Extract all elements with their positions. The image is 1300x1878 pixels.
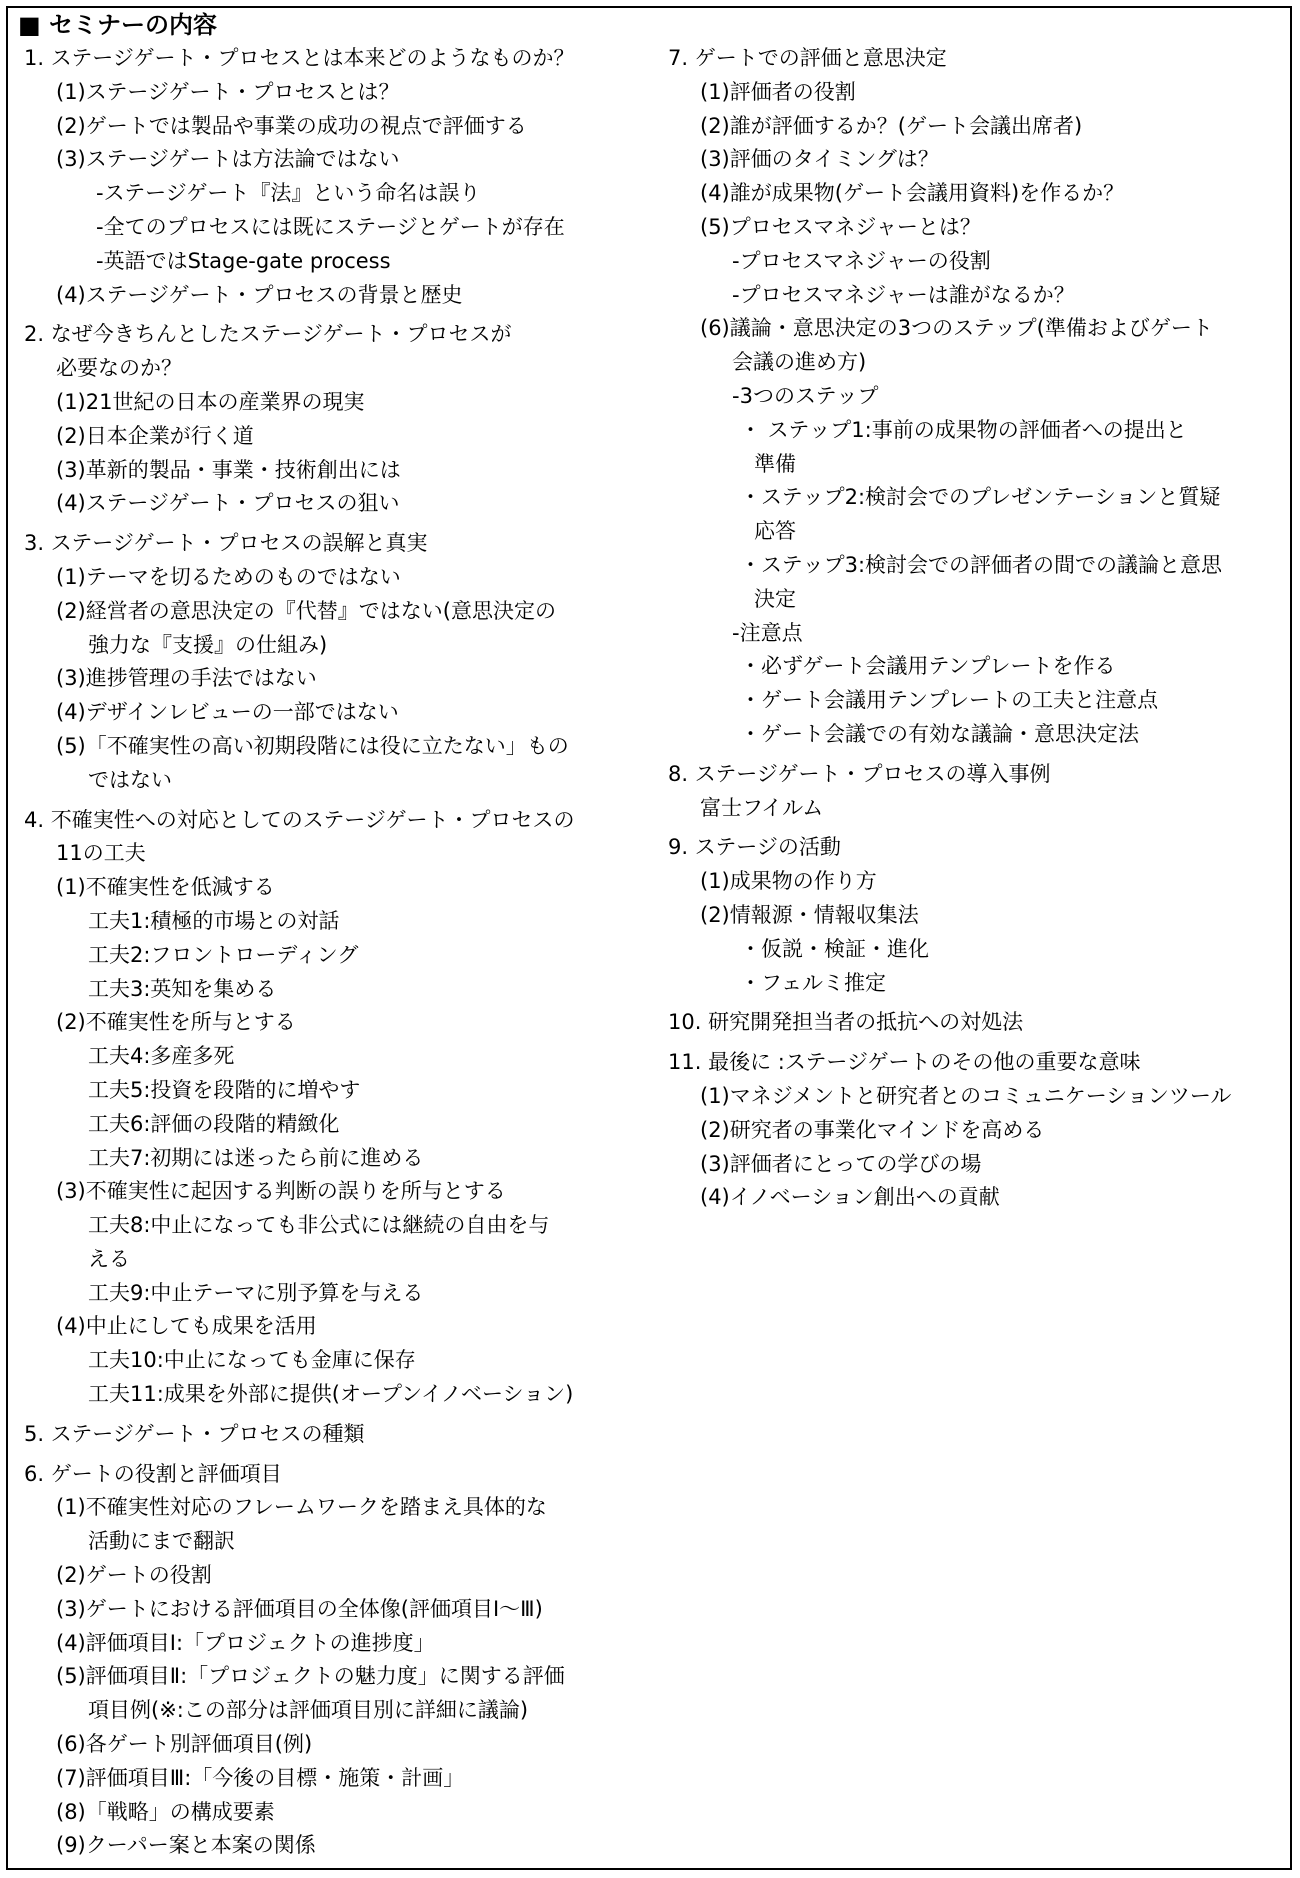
outline-item: (2)ゲートでは製品や事業の成功の視点で評価する	[56, 113, 527, 138]
outline-item: 工夫4:多産多死	[88, 1044, 235, 1069]
outline-item: (3)ステージゲートは方法論ではない	[56, 147, 400, 172]
outline-item: (1)成果物の作り方	[700, 869, 877, 894]
outline-heading: 11. 最後に :ステージゲートのその他の重要な意味	[668, 1050, 1141, 1075]
outline-item: (1)21世紀の日本の産業界の現実	[56, 389, 365, 414]
outline-item: 11の工夫	[56, 841, 146, 866]
outline-item: ・ゲート会議用テンプレートの工夫と注意点	[740, 688, 1159, 713]
outline-item: ・必ずゲート会議用テンプレートを作る	[740, 654, 1116, 679]
outline-item: (4)誰が成果物(ゲート会議用資料)を作るか？	[700, 181, 1125, 206]
outline-item: ・フェルミ推定	[740, 970, 886, 995]
outline-heading: 1. ステージゲート・プロセスとは本来どのようなものか？	[24, 46, 575, 70]
outline-heading: 8. ステージゲート・プロセスの導入事例	[668, 761, 1051, 786]
outline-item: (4)デザインレビューの一部ではない	[56, 700, 399, 725]
outline-item: (3)不確実性に起因する判断の誤りを所与とする	[56, 1179, 506, 1204]
outline-item: 強力な『支援』の仕組み)	[88, 632, 328, 657]
outline-item: -英語ではStage-gate process	[96, 248, 391, 273]
outline-item: ・仮説・検証・進化	[740, 936, 929, 961]
outline-item: (3)評価のタイミングは？	[700, 147, 939, 172]
outline-item: 決定	[754, 586, 796, 611]
outline-item: 応答	[754, 519, 796, 544]
outline-heading: 6. ゲートの役割と評価項目	[24, 1461, 282, 1486]
outline-item: (8)「戦略」の構成要素	[56, 1799, 275, 1824]
outline-item: 項目例(※:この部分は評価項目別に詳細に議論)	[88, 1698, 529, 1723]
outline-item: -ステージゲート『法』という命名は誤り	[96, 181, 481, 206]
outline-item: (4)評価項目Ⅰ:「プロジェクトの進捗度」	[56, 1630, 435, 1655]
outline-heading: 9. ステージの活動	[668, 835, 841, 860]
outline-item: (4)イノベーション創出への貢献	[700, 1185, 1000, 1210]
outline-heading: 10. 研究開発担当者の抵抗への対処法	[668, 1010, 1024, 1035]
outline-item: (2)誰が評価するか？(ゲート会議出席者)	[700, 113, 1083, 138]
outline-item: 工夫3:英知を集める	[88, 976, 277, 1001]
outline-item: (2)研究者の事業化マインドを高める	[700, 1117, 1045, 1142]
outline-item: 活動にまで翻訳	[88, 1529, 235, 1554]
outline-item: 工夫10:中止になっても金庫に保存	[88, 1348, 416, 1373]
outline-item: 準備	[754, 451, 796, 476]
outline-item: (5)評価項目Ⅱ:「プロジェクトの魅力度」に関する評価	[56, 1664, 565, 1689]
outline-item: (2)経営者の意思決定の『代替』ではない(意思決定の	[56, 598, 556, 623]
outline-item: 工夫7:初期には迷ったら前に進める	[88, 1145, 424, 1170]
outline-item: 富士フイルム	[700, 795, 824, 820]
right-column	[668, 42, 1278, 1215]
outline-item: 工夫11:成果を外部に提供(オープンイノベーション)	[88, 1382, 574, 1407]
outline-item: ・ステップ3:検討会での評価者の間での議論と意思	[740, 552, 1223, 577]
outline-item: (1)マネジメントと研究者とのコミュニケーションツール	[700, 1083, 1232, 1108]
outline-item: -注意点	[732, 620, 803, 645]
outline-item: 工夫2:フロントローディング	[88, 942, 359, 967]
outline-item: 工夫6:評価の段階的精緻化	[88, 1111, 340, 1136]
outline-item: ・ ステップ1:事前の成果物の評価者への提出と	[740, 417, 1187, 442]
outline-item: (6)議論・意思決定の3つのステップ(準備およびゲート	[700, 316, 1213, 341]
outline-item: (4)ステージゲート・プロセスの背景と歴史	[56, 282, 463, 307]
outline-item: -3つのステップ	[732, 383, 879, 408]
outline-item: (6)各ゲート別評価項目(例)	[56, 1732, 313, 1757]
outline-item: (5)プロセスマネジャーとは？	[700, 214, 981, 239]
outline-item: 工夫9:中止テーマに別予算を与える	[88, 1280, 424, 1305]
outline-item: -プロセスマネジャーの役割	[732, 248, 991, 273]
outline-item: (5)「不確実性の高い初期段階には役に立たない」もの	[56, 733, 569, 758]
outline-item: 工夫1:積極的市場との対話	[88, 908, 340, 933]
outline-item: (2)ゲートの役割	[56, 1563, 212, 1588]
outline-item: (1)不確実性対応のフレームワークを踏まえ具体的な	[56, 1495, 547, 1520]
outline-item: 工夫8:中止になっても非公式には継続の自由を与	[88, 1213, 550, 1238]
outline-item: (4)ステージゲート・プロセスの狙い	[56, 491, 400, 516]
outline-item: -プロセスマネジャーは誰がなるか？	[732, 282, 1075, 307]
outline-item: (2)日本企業が行く道	[56, 423, 254, 448]
outline-item: 工夫5:投資を段階的に増やす	[88, 1077, 361, 1102]
outline-item: (1)テーマを切るためのものではない	[56, 564, 401, 589]
outline-heading: 4. 不確実性への対応としてのステージゲート・プロセスの	[24, 807, 575, 832]
outline-heading: 5. ステージゲート・プロセスの種類	[24, 1421, 365, 1446]
section-title: ■ セミナーの内容	[18, 11, 218, 39]
outline-item: 必要なのか？	[56, 356, 182, 381]
outline-heading: 3. ステージゲート・プロセスの誤解と真実	[24, 531, 428, 556]
outline-item: (1)不確実性を低減する	[56, 875, 275, 900]
outline-item: (4)中止にしても成果を活用	[56, 1314, 317, 1339]
outline-item: (3)評価者にとっての学びの場	[700, 1151, 982, 1176]
outline-item: (2)不確実性を所与とする	[56, 1010, 296, 1035]
outline-item: (3)進捗管理の手法ではない	[56, 666, 317, 691]
outline-item: (1)ステージゲート・プロセスとは？	[56, 79, 400, 104]
left-column	[24, 42, 634, 1863]
outline-heading: 2. なぜ今きちんとしたステージゲート・プロセスが	[24, 322, 512, 347]
outline-item: -全てのプロセスには既にステージとゲートが存在	[96, 214, 565, 239]
outline-item: える	[88, 1246, 130, 1271]
outline-item: (7)評価項目Ⅲ:「今後の目標・施策・計画」	[56, 1765, 465, 1790]
outline-item: (1)評価者の役割	[700, 79, 856, 104]
outline-item: ではない	[88, 767, 172, 792]
outline-item: 会議の進め方)	[732, 350, 867, 375]
outline-item: ・ステップ2:検討会でのプレゼンテーションと質疑	[740, 485, 1221, 510]
outline-item: (9)クーパー案と本案の関係	[56, 1833, 316, 1858]
outline-item: (3)ゲートにおける評価項目の全体像(評価項目Ⅰ～Ⅲ)	[56, 1596, 543, 1621]
outline-item: ・ゲート会議での有効な議論・意思決定法	[740, 721, 1139, 746]
outline-heading: 7. ゲートでの評価と意思決定	[668, 46, 947, 70]
outline-item: (3)革新的製品・事業・技術創出には	[56, 457, 401, 482]
outline-item: (2)情報源・情報収集法	[700, 902, 919, 927]
